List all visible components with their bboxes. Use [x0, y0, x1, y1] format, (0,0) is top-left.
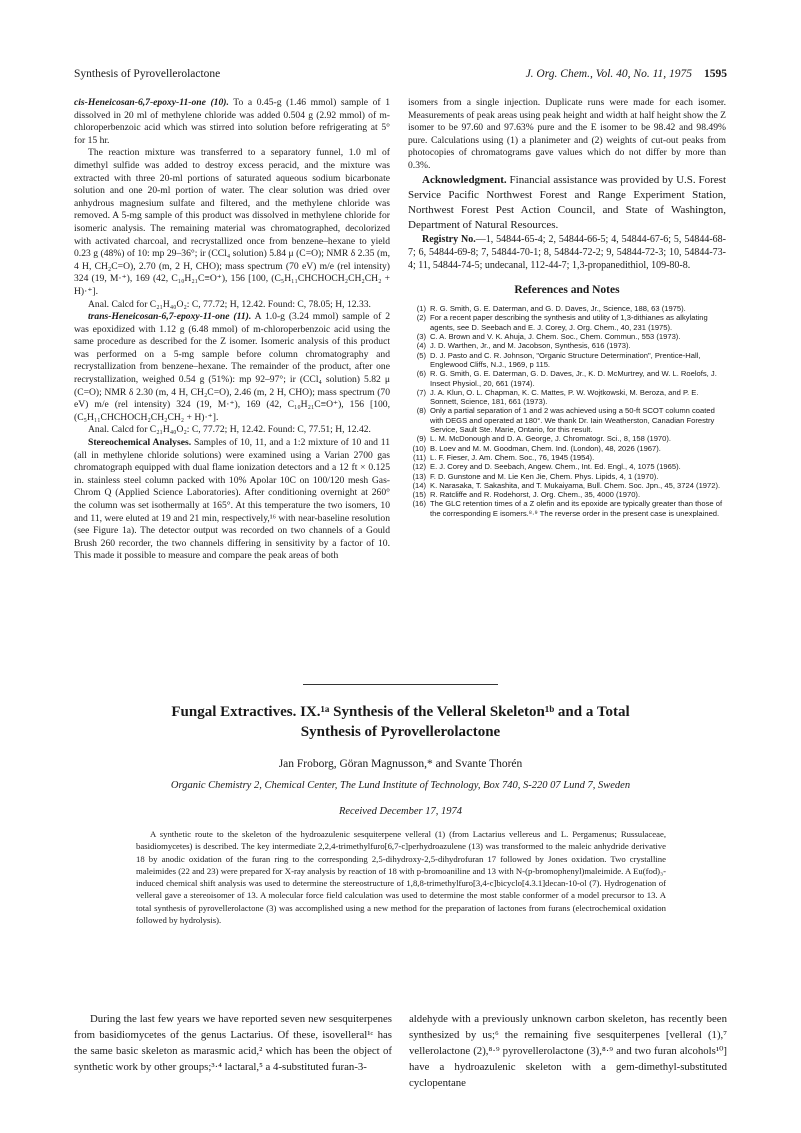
- reference-text: J. A. Klun, O. L. Chapman, K. C. Mattes, P. W. Wojtkowski, M. Beroza, and P. E. Sonnett, Science, 181, 661 (1973).: [430, 387, 699, 407]
- cis-epoxide-heading: cis-Heneicosan-6,7-epoxy-11-one (10).: [74, 97, 229, 108]
- reference-number: (11): [413, 452, 426, 462]
- reference-item: [408, 434, 726, 443]
- reference-number: (14): [412, 480, 426, 490]
- reference-text: R. Ratcliffe and R. Rodehorst, J. Org. Chem., 35, 4000 (1970).: [430, 490, 641, 500]
- reference-text: Only a partial separation of 1 and 2 was achieved using a 50-ft SCOT column coated with DEGS and operated at 180°. We thank Dr. Iain Weatherston, Canadian Forestry Service, Sault Ste. Marie, Ontario, for this result.: [430, 406, 715, 435]
- registry-text: —1, 54844-65-4; 2, 54844-66-5; 4, 54844-67-6; 5, 54844-68-7; 6, 54844-69-8; 7, 54844-70-1; 8, 54844-72-2; 9, 54844-72-3; 10, 54844-73-4; 11, 54844-74-5; undecanal, 112-44-7; 1,3-propanedithiol, 109-80-8.: [408, 233, 726, 271]
- cis-epoxide-text: To a 0.45-g (1.46 mmol) sample of 1 dissolved in 20 ml of methylene chloride was added 0.504 g (2.92 mmol) of m-chloroperbenzoic acid which was stirred into solution before refrigerating at 5° for 15 hr.: [74, 97, 391, 146]
- reference-item: [408, 332, 726, 341]
- intro-paragraph: During the last few years we have reported seven new sesquiterpenes from basidiomycetes of the genus Lactarius. Of these, isovelleral¹ᶜ has the same basic skeleton as marasmic acid,² which has been the object of synthetic work by other groups;³·⁴ lactaral,⁵ a 4-substituted furan-3-: [74, 1013, 392, 1073]
- reference-item: [408, 351, 726, 370]
- reference-item: [408, 472, 726, 481]
- body-right-column: [409, 1011, 727, 1091]
- running-header-title: Synthesis of Pyrovellerolactone: [74, 68, 221, 80]
- reference-item: [408, 490, 726, 499]
- cis-analysis: Anal. Calcd for C₂₁H₄₀O₂: C, 77.72; H, 12.42. Found: C, 78.05; H, 12.33.: [88, 298, 371, 310]
- article-title-line-1: Fungal Extractives. IX.¹ᵃ Synthesis of the Velleral Skeleton¹ᵇ and a Total: [171, 704, 630, 720]
- reference-number: (4): [416, 341, 426, 351]
- reference-text: L. M. McDonough and D. A. George, J. Chromatogr. Sci., 8, 158 (1970).: [430, 434, 672, 444]
- reference-item: [408, 341, 726, 350]
- article-title: [80, 702, 721, 742]
- reference-item: [408, 406, 726, 434]
- trans-epoxide-paragraph: [74, 311, 390, 424]
- reference-number: (13): [412, 471, 426, 481]
- reference-item: [408, 481, 726, 490]
- reference-number: (10): [412, 443, 426, 453]
- reference-item: [408, 304, 726, 313]
- reference-number: (3): [416, 332, 426, 342]
- acknowledgment-heading: Acknowledgment.: [422, 173, 507, 186]
- reference-item: [408, 499, 726, 518]
- reference-text: The GLC retention times of a Z olefin and its epoxide are typically greater than those of the corresponding E isomers.⁸·⁹ The reverse order in the present case is unexplained.: [430, 499, 723, 518]
- registry-heading: Registry No.: [422, 233, 476, 245]
- running-header-journal: [526, 68, 727, 80]
- reference-number: (6): [416, 369, 426, 379]
- reference-text: R. G. Smith, G. E. Daterman, G. D. Daves, Jr., K. D. McMurtrey, and W. L. Roelofs, J. Insect Physiol., 20, 661 (1974).: [430, 369, 717, 388]
- cis-epoxide-paragraph: [74, 97, 390, 147]
- intro-paragraph-continued: aldehyde with a previously unknown carbon skeleton, has recently been synthesized by us;⁶ the remaining five sesquiterpenes [velleral (1),⁷ vellerolactone (2),⁸·⁹ pyrovellerolactone (3),⁸·⁹ and two furan alcohols¹⁰] have a hydroazulenic skeleton with a gem-dimethyl-substituted cyclopentane: [409, 1013, 727, 1089]
- reference-item: [408, 313, 726, 332]
- page-number: 1595: [704, 68, 727, 80]
- stereochemical-text: Samples of 10, 11, and a 1:2 mixture of 10 and 11 (all in methylene chloride solutions) were examined using a Varian 2700 gas chromatograph equipped with dual flame ionization detectors and a 12 ft × 0.125 in. stainless steel column packed with 10% Apolar 10C on 100/120 mesh Gas-Chrom Q (Applied Science Laboratories). After conditioning overnight at 260° the column was set isothermally at 165°. At this temperature the two isomers, 10 and 11, were eluted at 19 and 21 min, respectively,¹⁶ with near-baseline resolution (see Figure 1a). The detector output was recorded on two channels of a Gould Brush 260 recorder, the two channels differing in sensitivity by a factor of 10. This made it possible to measure and compare the peak areas of both: [74, 437, 390, 562]
- section-divider: [303, 684, 498, 685]
- reference-number: (9): [416, 434, 426, 444]
- reference-item: [408, 444, 726, 453]
- reference-text: L. F. Fieser, J. Am. Chem. Soc., 76, 1945 (1954).: [430, 452, 595, 462]
- article-affiliation: Organic Chemistry 2, Chemical Center, The Lund Institute of Technology, Box 740, S-220 07 Lund 7, Sweden: [170, 780, 631, 791]
- references-title: References and Notes: [514, 283, 620, 296]
- acknowledgment-text: Financial assistance was provided by U.S. Forest Service Pacific Northwest Forest and Range Experiment Station, Northwest Forest Pest Action Council, and State of Washington, Department of Natural Resources.: [408, 173, 727, 231]
- article-authors: Jan Froborg, Göran Magnusson,* and Svante Thorén: [278, 758, 523, 770]
- right-column: [408, 97, 726, 518]
- reference-item: [408, 453, 726, 462]
- cis-workup-paragraph: The reaction mixture was transferred to a separatory funnel, 1.0 ml of dimethyl sulfide was added to destroy excess peracid, and the mixture was extracted with three 20-ml portions of saturated aqueous sodium bicarbonate solution and one 20-ml portion of water. The clear solution was dried over anhydrous magnesium sulfate and filtered, and the methylene chloride was removed. A 5-mg sample of this product was dissolved in methylene chloride for isomeric analysis. The remaining material was chromatographed, decolorized with activated charcoal, and recrystallized once from benzene–hexane to yield 0.23 g (48%) of 10: mp 29–36°; ir (CCl₄ solution) 5.84 μ (C=O); NMR δ 2.35 (m, 4 H, CH₂C=O), 2.70 (m, 2 H, CHO); mass spectrum (70 eV) m/e (rel intensity) 324 (19, M·⁺), 169 (42, C₁₀H₂₁C≡O⁺), 156 [100, (C₅H₁₁CHCHOCH₂CH₂CH₂ + H)·⁺].: [74, 147, 390, 297]
- body-left-column: [74, 1011, 392, 1075]
- reference-text: B. Loev and M. M. Goodman, Chem. Ind. (London), 48, 2026 (1967).: [430, 443, 661, 453]
- reference-number: (2): [416, 313, 426, 323]
- reference-item: [408, 388, 726, 407]
- article-title-line-2: Synthesis of Pyrovellerolactone: [300, 724, 501, 740]
- reference-number: (5): [416, 350, 426, 360]
- acknowledgment: [408, 173, 726, 233]
- reference-number: (8): [416, 406, 426, 416]
- journal-citation: J. Org. Chem., Vol. 40, No. 11, 1975: [525, 68, 692, 80]
- reference-item: [408, 369, 726, 388]
- reference-number: (7): [416, 387, 426, 397]
- abstract-text: A synthetic route to the skeleton of the hydroazulenic sesquiterpene velleral (1) (from Lactarius vellereus and L. Pergamenus; Russulaceae, basidiomycetes) is described. The key intermediate 2,2,4-trimethylfuro[6,7-c]perhydroazulene (13) was transformed to the maleic anhydride derivative 18 by anodic oxidation of the furan ring to the corresponding 2,5-dihydroxy-2,5-dihydrofuran 17 followed by Jones oxidation. Two crystalline maleimides (22 and 23) were prepared for X-ray analysis by reaction of 18 with p-bromoaniline and 13 with N-(p-bromophenyl)maleimide. A Eu(fod)₃-induced chemical shift analysis was used to determine the stereostructure of 1,8,8-trimethylfuro[3,4-c]bicyclo[4.3.1]decan-10-ol (7). Hydrogenation of velleral gave a stereoisomer of 13. A molecular force field calculation was used to determine the most stable conformer of a model precursor to 13. A total synthesis of pyrovellerolactone (3) was accomplished using a new method for the preparation of lactones from furans (electrochemical oxidation followed by hydrolysis).: [136, 829, 666, 926]
- stereochemical-heading: Stereochemical Analyses.: [88, 437, 192, 449]
- trans-epoxide-heading: trans-Heneicosan-6,7-epoxy-11-one (11).: [88, 311, 252, 323]
- reference-text: C. A. Brown and V. K. Ahuja, J. Chem. Soc., Chem. Commun., 553 (1973).: [430, 332, 681, 342]
- reference-number: (12): [412, 462, 426, 472]
- reference-text: F. D. Gunstone and M. Lie Ken Jie, Chem. Phys. Lipids, 4, 1 (1970).: [430, 471, 659, 481]
- article-received-date: Received December 17, 1974: [338, 806, 463, 817]
- reference-text: J. D. Warthen, Jr., and M. Jacobson, Synthesis, 616 (1973).: [430, 341, 631, 351]
- stereochemical-paragraph: [74, 437, 390, 563]
- reference-number: (15): [412, 490, 426, 500]
- trans-epoxide-text: A 1.0-g (3.24 mmol) sample of 2 was epoxidized with 1.12 g (6.48 mmol) of m-chloroperbenzoic acid using the same procedure as described for the Z isomer. Isomeric analysis of this product was performed on a 5-mg sample before column chromatography and recrystallization from benzene–hexane. The remainder of the product, after one recrystallization, weighed 0.54 g (51%): mp 92–97°; ir (CCl₄ solution) 5.82 μ (C=O); NMR δ 2.30 (m, 4 H, CH₂C=O), 2.46 (m, 2 H, CHO); mass spectrum (70 eV) m/e (rel intensity) 324 (19, M·⁺), 169 (42, C₁₀H₂₁C≡O⁺), 156 [100, (C₅H₁₁CHCHOCH₂CH₂CH₂ + H)·⁺].: [74, 311, 391, 423]
- reference-number: (16): [412, 499, 426, 509]
- reference-text: K. Narasaka, T. Sakashita, and T. Mukaiyama, Bull. Chem. Soc. Jpn., 45, 3724 (1972).: [430, 480, 721, 490]
- reference-text: R. G. Smith, G. E. Daterman, and G. D. Daves, Jr., Science, 188, 63 (1975).: [430, 304, 686, 314]
- continued-paragraph: isomers from a single injection. Duplicate runs were made for each isomer. Measurements of peak areas using peak height and width at half height show the Z isomer to be 97.60 and 97.63% pure and the E isomer to be 98.42 and 98.49% pure. Calculations using (1) a planimeter and (2) weights of cut-out peaks from photocopies of chromatograms gave values which do not differ by more than 0.3%.: [408, 97, 726, 171]
- trans-analysis: Anal. Calcd for C₂₁H₄₀O₂: C, 77.72; H, 12.42. Found: C, 77.51; H, 12.42.: [88, 424, 371, 436]
- reference-text: D. J. Pasto and C. R. Johnson, "Organic Structure Determination", Prentice-Hall, Englewood Cliffs, N.J., 1969, p 115.: [430, 350, 701, 369]
- reference-text: For a recent paper describing the synthesis and utility of 1,3-dithianes as alkylating agents, see D. Seebach and E. J. Corey, J. Org. Chem., 40, 231 (1975).: [430, 313, 708, 332]
- reference-number: (1): [416, 304, 426, 314]
- left-column: [74, 97, 390, 563]
- reference-item: [408, 462, 726, 471]
- reference-text: E. J. Corey and D. Seebach, Angew. Chem., Int. Ed. Engl., 4, 1075 (1965).: [430, 462, 681, 472]
- abstract: [136, 828, 666, 926]
- registry-numbers: [408, 233, 726, 272]
